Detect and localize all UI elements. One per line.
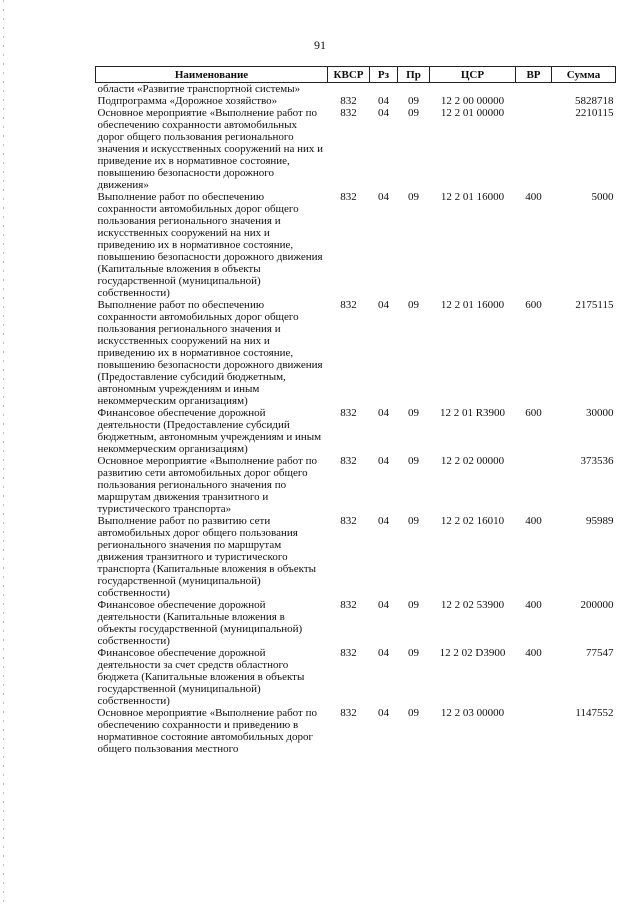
- row-rz: [370, 83, 398, 96]
- table-row: [96, 599, 616, 647]
- row-name: Финансовое обеспечение дорожной деятельности (Предоставление субсидий бюджетным, автономным учреждениям и иным некоммерческим организациям): [97, 407, 322, 455]
- header-pr: Пр: [398, 67, 430, 83]
- table-row: [96, 407, 616, 455]
- row-name: Подпрограмма «Дорожное хозяйство»: [97, 95, 278, 107]
- row-vr: [516, 455, 552, 515]
- row-vr: [516, 83, 552, 96]
- table-row: [96, 95, 616, 107]
- row-name: Финансовое обеспечение дорожной деятельности (Капитальные вложения в объекты государственной (муниципальной) собственности): [97, 599, 303, 647]
- row-vr: [516, 107, 552, 191]
- row-csr: 12 2 02 00000: [440, 455, 505, 467]
- row-name: Основное мероприятие «Выполнение работ по обеспечению сохранности и приведению в нормативное состояние автомобильных дорог общего пользования местного: [97, 707, 317, 755]
- row-kvsr: 832: [340, 707, 357, 719]
- row-rz: 04: [378, 107, 389, 119]
- header-name: Наименование: [96, 67, 328, 83]
- table-row: [96, 83, 616, 96]
- row-vr: 400: [525, 647, 542, 659]
- row-rz: 04: [378, 647, 389, 659]
- row-pr: 09: [408, 455, 419, 467]
- row-rz: 04: [378, 407, 389, 419]
- row-sum: 373536: [580, 455, 614, 467]
- row-sum: 2175115: [575, 299, 614, 311]
- header-vr: ВР: [516, 67, 552, 83]
- row-pr: 09: [408, 707, 419, 719]
- row-kvsr: 832: [340, 515, 357, 527]
- row-pr: 09: [408, 191, 419, 203]
- row-name: Финансовое обеспечение дорожной деятельности за счет средств областного бюджета (Капитальные вложения в объекты государственной (муниципальной) собственности): [97, 647, 305, 707]
- row-rz: 04: [378, 299, 389, 311]
- row-csr: 12 2 02 D3900: [439, 647, 506, 659]
- row-rz: 04: [378, 707, 389, 719]
- row-vr: [516, 707, 552, 755]
- row-sum: 5828718: [575, 95, 614, 107]
- budget-table: [95, 66, 616, 755]
- table-row: [96, 515, 616, 599]
- row-csr: 12 2 01 00000: [440, 107, 505, 119]
- page-number: 91: [314, 38, 326, 52]
- row-name: Основное мероприятие «Выполнение работ по обеспечению сохранности автомобильных дорог общего пользования регионального значения и искусственных сооружений на них и приведение их в нормативное состояние, повышению безопасности дорожного движения»: [97, 107, 324, 191]
- row-name: Выполнение работ по обеспечению сохранности автомобильных дорог общего пользования регионального значения и искусственных сооружений на них и приведению их в нормативное состояние, повышению безопасности дорожного движения (Предоставление субсидий бюджетным, автономным учреждениям и иным некоммерческим организациям): [97, 299, 323, 407]
- header-kvsr: КВСР: [328, 67, 370, 83]
- table-row: [96, 191, 616, 299]
- row-name: Основное мероприятие «Выполнение работ по развитию сети автомобильных дорог общего пользования регионального значения по маршрутам движения транзитного и туристического транспорта»: [97, 455, 317, 515]
- row-kvsr: 832: [340, 107, 357, 119]
- row-sum: 30000: [586, 407, 614, 419]
- row-vr: 600: [525, 407, 542, 419]
- scan-edge-mark: [3, 0, 4, 905]
- row-vr: 600: [525, 299, 542, 311]
- row-rz: 04: [378, 515, 389, 527]
- row-pr: 09: [408, 107, 419, 119]
- row-kvsr: 832: [340, 455, 357, 467]
- table-row: [96, 299, 616, 407]
- row-sum: 1147552: [575, 707, 614, 719]
- row-kvsr: 832: [340, 407, 357, 419]
- row-sum: 5000: [591, 191, 614, 203]
- row-kvsr: 832: [340, 299, 357, 311]
- row-csr: 12 2 01 16000: [440, 191, 505, 203]
- row-csr: [430, 83, 516, 96]
- row-kvsr: 832: [340, 95, 357, 107]
- row-sum: 77547: [586, 647, 614, 659]
- row-pr: [398, 83, 430, 96]
- row-csr: 12 2 02 53900: [440, 599, 505, 611]
- row-pr: 09: [408, 299, 419, 311]
- table-row: [96, 107, 616, 191]
- row-rz: 04: [378, 455, 389, 467]
- row-kvsr: 832: [340, 599, 357, 611]
- row-vr: [516, 95, 552, 107]
- row-pr: 09: [408, 95, 419, 107]
- row-csr: 12 2 01 16000: [440, 299, 505, 311]
- row-csr: 12 2 01 R3900: [439, 407, 506, 419]
- row-pr: 09: [408, 599, 419, 611]
- row-vr: 400: [525, 515, 542, 527]
- header-rz: Рз: [370, 67, 398, 83]
- header-sum: Сумма: [552, 67, 616, 83]
- row-pr: 09: [408, 647, 419, 659]
- row-csr: 12 2 03 00000: [440, 707, 505, 719]
- row-kvsr: 832: [340, 647, 357, 659]
- table-header-row: [96, 67, 616, 83]
- row-csr: 12 2 00 00000: [440, 95, 505, 107]
- row-kvsr: [328, 83, 370, 96]
- row-rz: 04: [378, 599, 389, 611]
- row-pr: 09: [408, 407, 419, 419]
- row-pr: 09: [408, 515, 419, 527]
- row-name: Выполнение работ по обеспечению сохранности автомобильных дорог общего пользования регионального значения и искусственных сооружений на них и приведению их в нормативное состояние, повышению безопасности дорожного движения (Капитальные вложения в объекты государственной (муниципальной) собственности): [97, 191, 323, 299]
- header-csr: ЦСР: [430, 67, 516, 83]
- table-row: [96, 455, 616, 515]
- row-sum: [552, 83, 616, 96]
- row-vr: 400: [525, 191, 542, 203]
- table-row: [96, 647, 616, 707]
- row-csr: 12 2 02 16010: [440, 515, 505, 527]
- row-sum: 95989: [586, 515, 614, 527]
- row-sum: 2210115: [575, 107, 614, 119]
- row-vr: 400: [525, 599, 542, 611]
- row-name: области «Развитие транспортной системы»: [97, 83, 301, 95]
- row-kvsr: 832: [340, 191, 357, 203]
- table-row: [96, 707, 616, 755]
- row-name: Выполнение работ по развитию сети автомобильных дорог общего пользования регионального значения по маршрутам движения транзитного и туристического транспорта (Капитальные вложения в объекты государственной (муниципальной) собственности): [97, 515, 317, 599]
- row-rz: 04: [378, 191, 389, 203]
- row-rz: 04: [378, 95, 389, 107]
- row-sum: 200000: [580, 599, 614, 611]
